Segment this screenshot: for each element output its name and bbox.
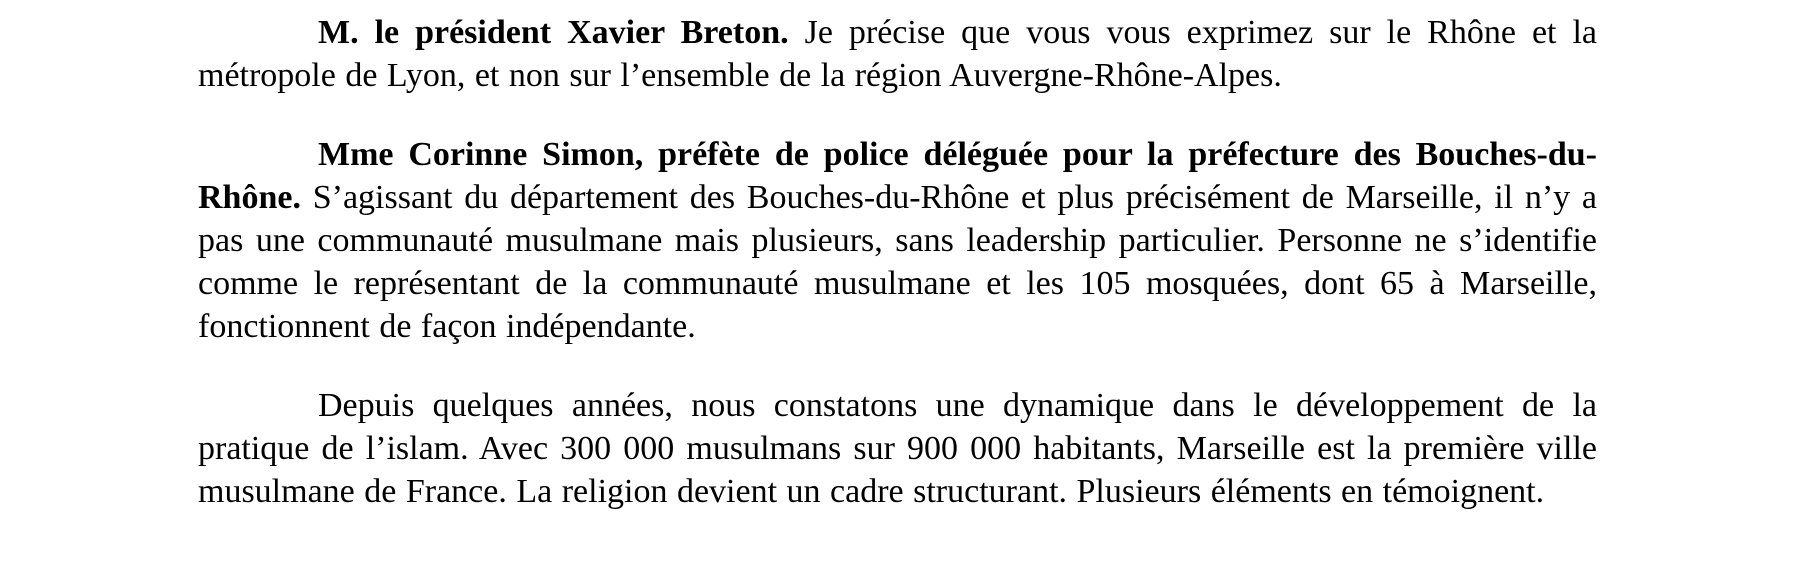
- paragraph: [198, 11, 1597, 97]
- speaker-name: M. le président Xavier Breton.: [318, 14, 789, 51]
- paragraph-text: Je précise que vous vous exprimez sur le Rhône et la métropole de Lyon, et non sur l’ensemble de la région Auvergne-Rhône-Alpes.: [198, 14, 1597, 94]
- paragraph-text: Depuis quelques années, nous constatons une dynamique dans le développement de la pratique de l’islam. Avec 300 000 musulmans sur 900 000 habitants, Marseille est la première ville musulmane de France. La religion devient un cadre structurant. Plusieurs éléments en témoignent.: [198, 387, 1597, 510]
- speaker-name: Mme Corinne Simon, préfète de police déléguée pour la préfecture des Bouches-du-Rhône.: [198, 136, 1597, 216]
- paragraph-text: S’agissant du département des Bouches-du-Rhône et plus précisément de Marseille, il n’y a pas une communauté musulmane mais plusieurs, sans leadership particulier. Personne ne s’identifie comme le représentant de la communauté musulmane et les 105 mosquées, dont 65 à Marseille, fonctionnent de façon indépendante.: [198, 179, 1598, 345]
- paragraph: [198, 384, 1597, 513]
- paragraph: [198, 133, 1597, 348]
